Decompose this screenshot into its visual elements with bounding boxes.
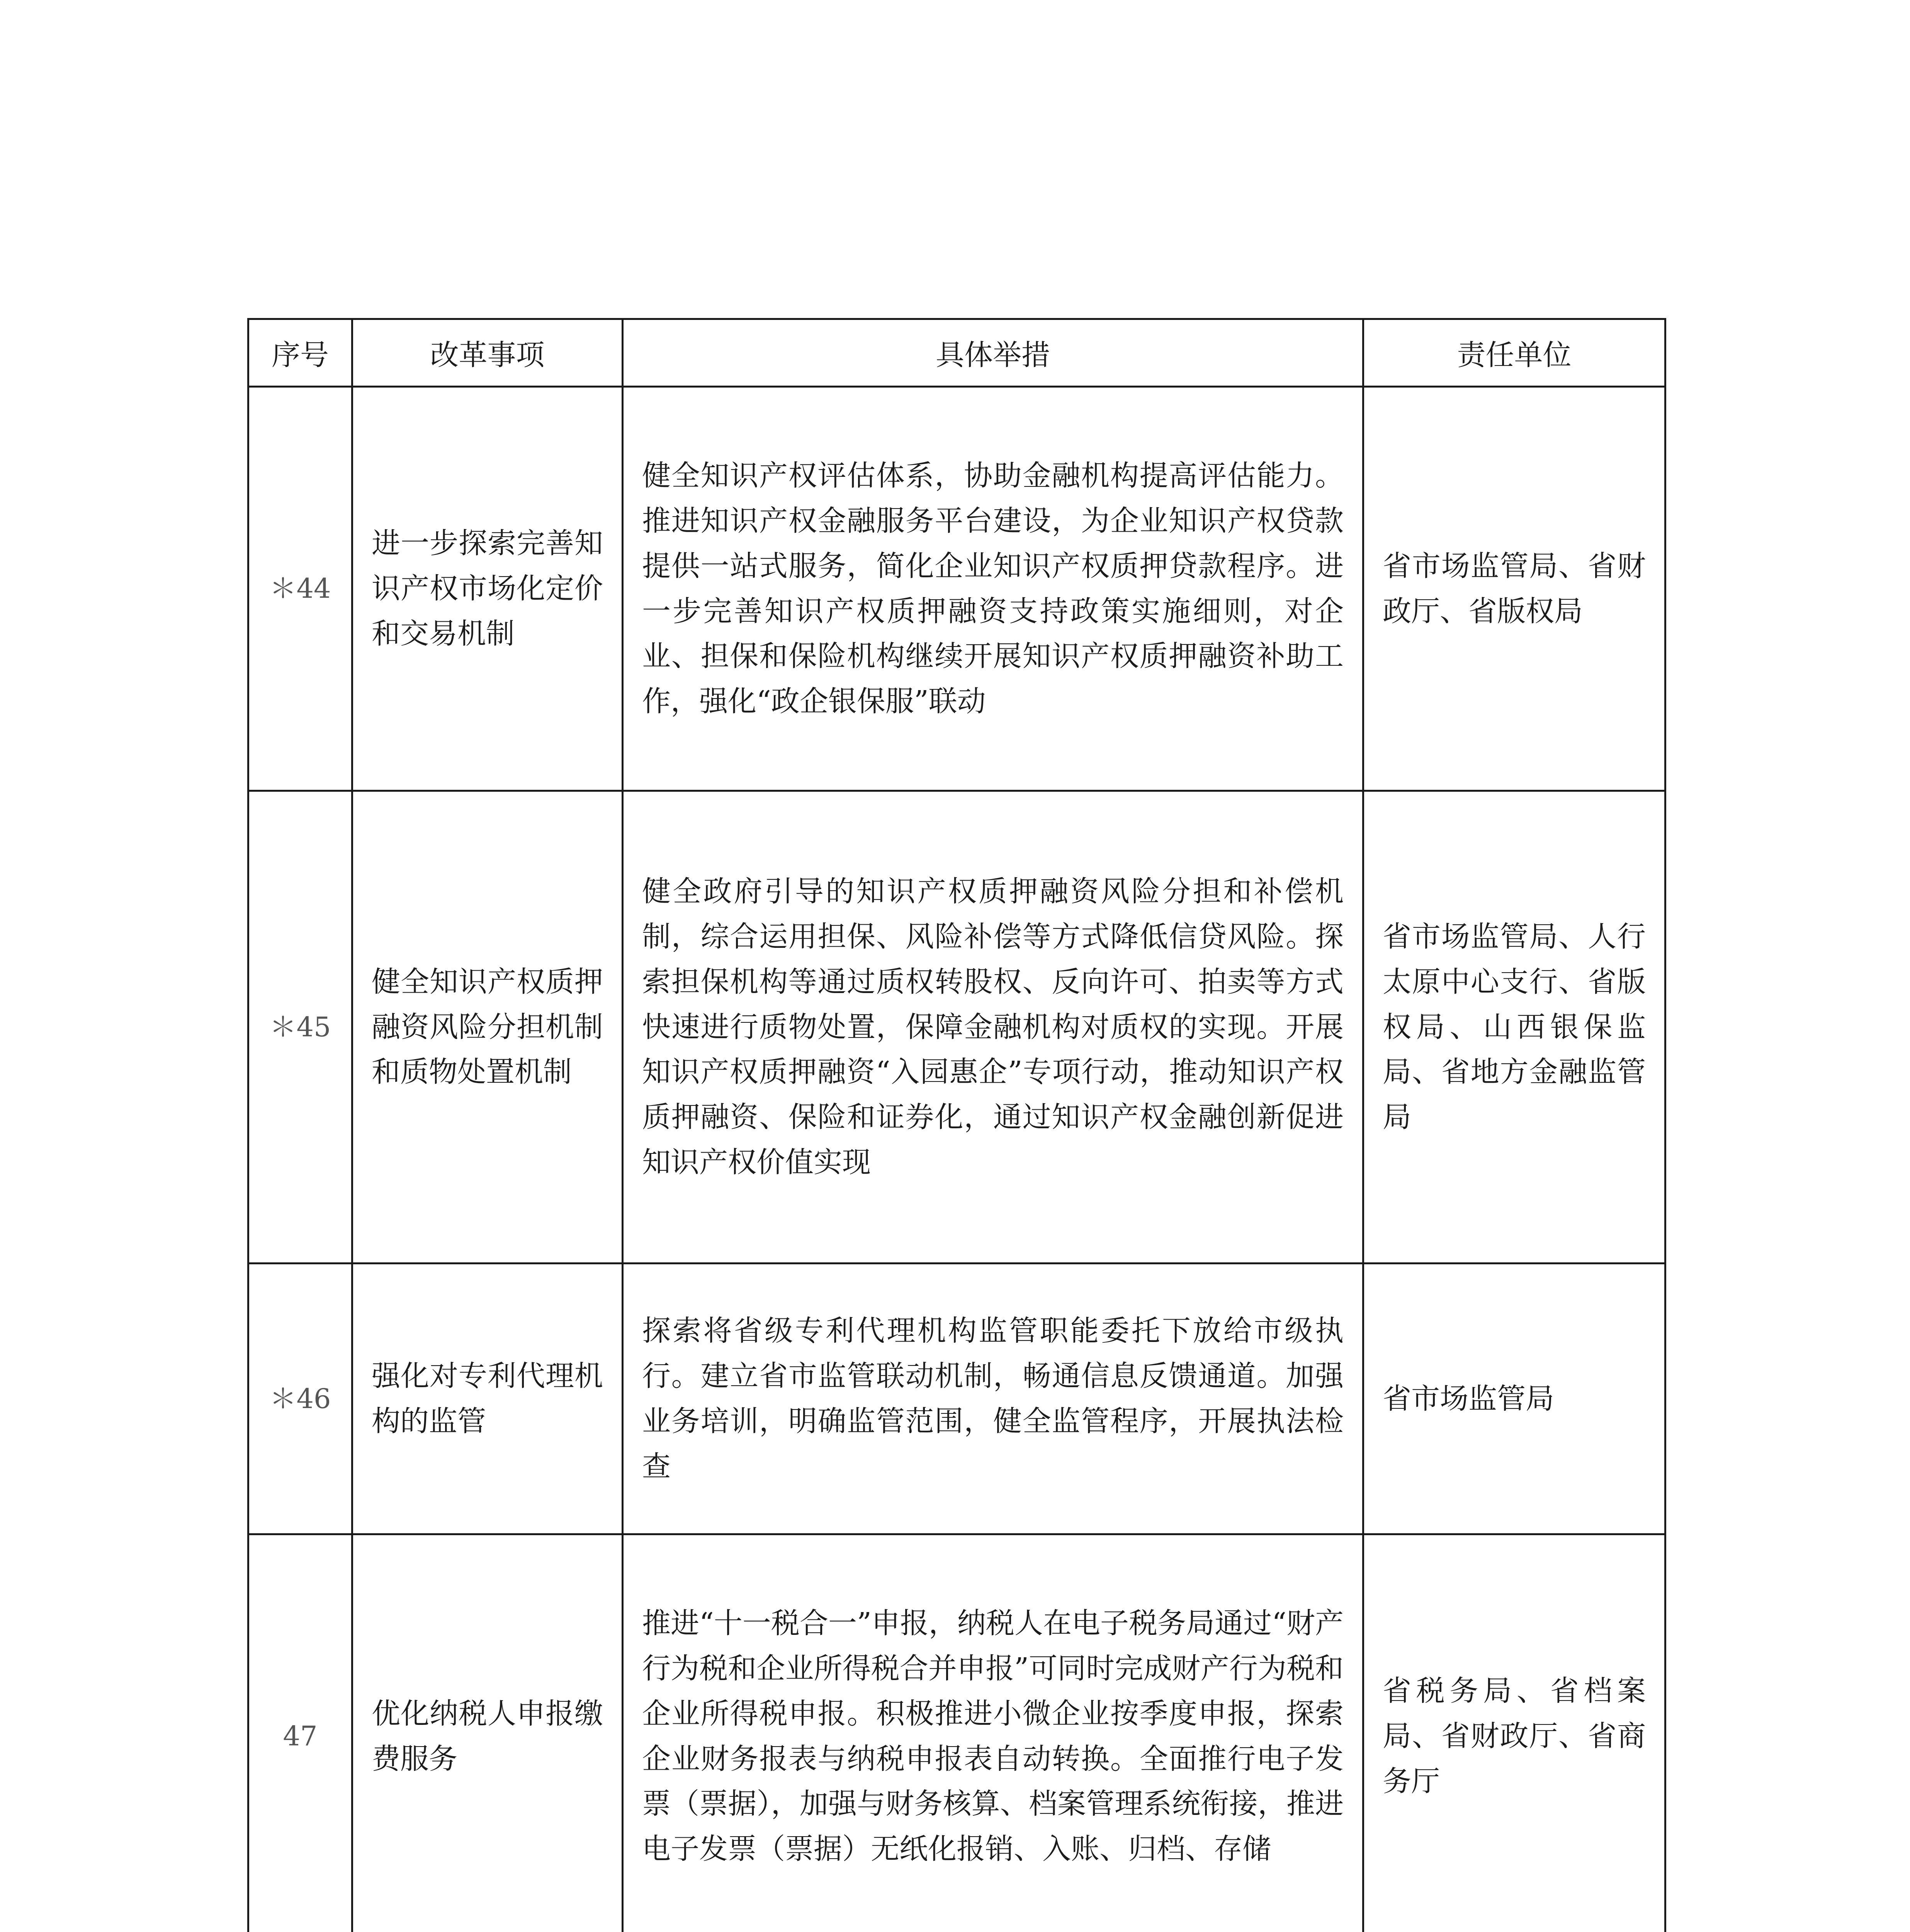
table-row (248, 1264, 1665, 1534)
reform-item: 优化纳税人申报缴费服务 (352, 1534, 623, 1932)
responsible-unit: 省税务局、省档案局、省财政厅、省商务厅 (1363, 1534, 1665, 1932)
reform-table (247, 318, 1666, 1932)
header-responsible-unit: 责任单位 (1363, 319, 1665, 387)
responsible-unit: 省市场监管局、省财政厅、省版权局 (1363, 387, 1665, 791)
row-number: ＊46 (248, 1264, 352, 1534)
table-row (248, 791, 1665, 1264)
reform-item: 强化对专利代理机构的监管 (352, 1264, 623, 1534)
reform-item: 健全知识产权质押融资风险分担机制和质物处置机制 (352, 791, 623, 1264)
table-row (248, 1534, 1665, 1932)
table-header-row (248, 319, 1665, 387)
row-number: ＊45 (248, 791, 352, 1264)
header-number: 序号 (248, 319, 352, 387)
header-measures: 具体举措 (623, 319, 1363, 387)
row-number: 47 (248, 1534, 352, 1932)
table-row (248, 387, 1665, 791)
responsible-unit: 省市场监管局 (1363, 1264, 1665, 1534)
row-number: ＊44 (248, 387, 352, 791)
measures: 健全政府引导的知识产权质押融资风险分担和补偿机制，综合运用担保、风险补偿等方式降低信贷风险。探索担保机构等通过质权转股权、反向许可、拍卖等方式快速进行质物处置，保障金融机构对质权的实现。开展知识产权质押融资“入园惠企”专项行动，推动知识产权质押融资、保险和证券化，通过知识产权金融创新促进知识产权价值实现 (623, 791, 1363, 1264)
measures: 探索将省级专利代理机构监管职能委托下放给市级执行。建立省市监管联动机制，畅通信息反馈通道。加强业务培训，明确监管范围，健全监管程序，开展执法检查 (623, 1264, 1363, 1534)
measures: 推进“十一税合一”申报，纳税人在电子税务局通过“财产行为税和企业所得税合并申报”可同时完成财产行为税和企业所得税申报。积极推进小微企业按季度申报，探索企业财务报表与纳税申报表自动转换。全面推行电子发票（票据），加强与财务核算、档案管理系统衔接，推进电子发票（票据）无纸化报销、入账、归档、存储 (623, 1534, 1363, 1932)
reform-item: 进一步探索完善知识产权市场化定价和交易机制 (352, 387, 623, 791)
measures: 健全知识产权评估体系，协助金融机构提高评估能力。推进知识产权金融服务平台建设，为企业知识产权贷款提供一站式服务，简化企业知识产权质押贷款程序。进一步完善知识产权质押融资支持政策实施细则，对企业、担保和保险机构继续开展知识产权质押融资补助工作，强化“政企银保服”联动 (623, 387, 1363, 791)
responsible-unit: 省市场监管局、人行太原中心支行、省版权局、山西银保监局、省地方金融监管局 (1363, 791, 1665, 1264)
header-reform-item: 改革事项 (352, 319, 623, 387)
